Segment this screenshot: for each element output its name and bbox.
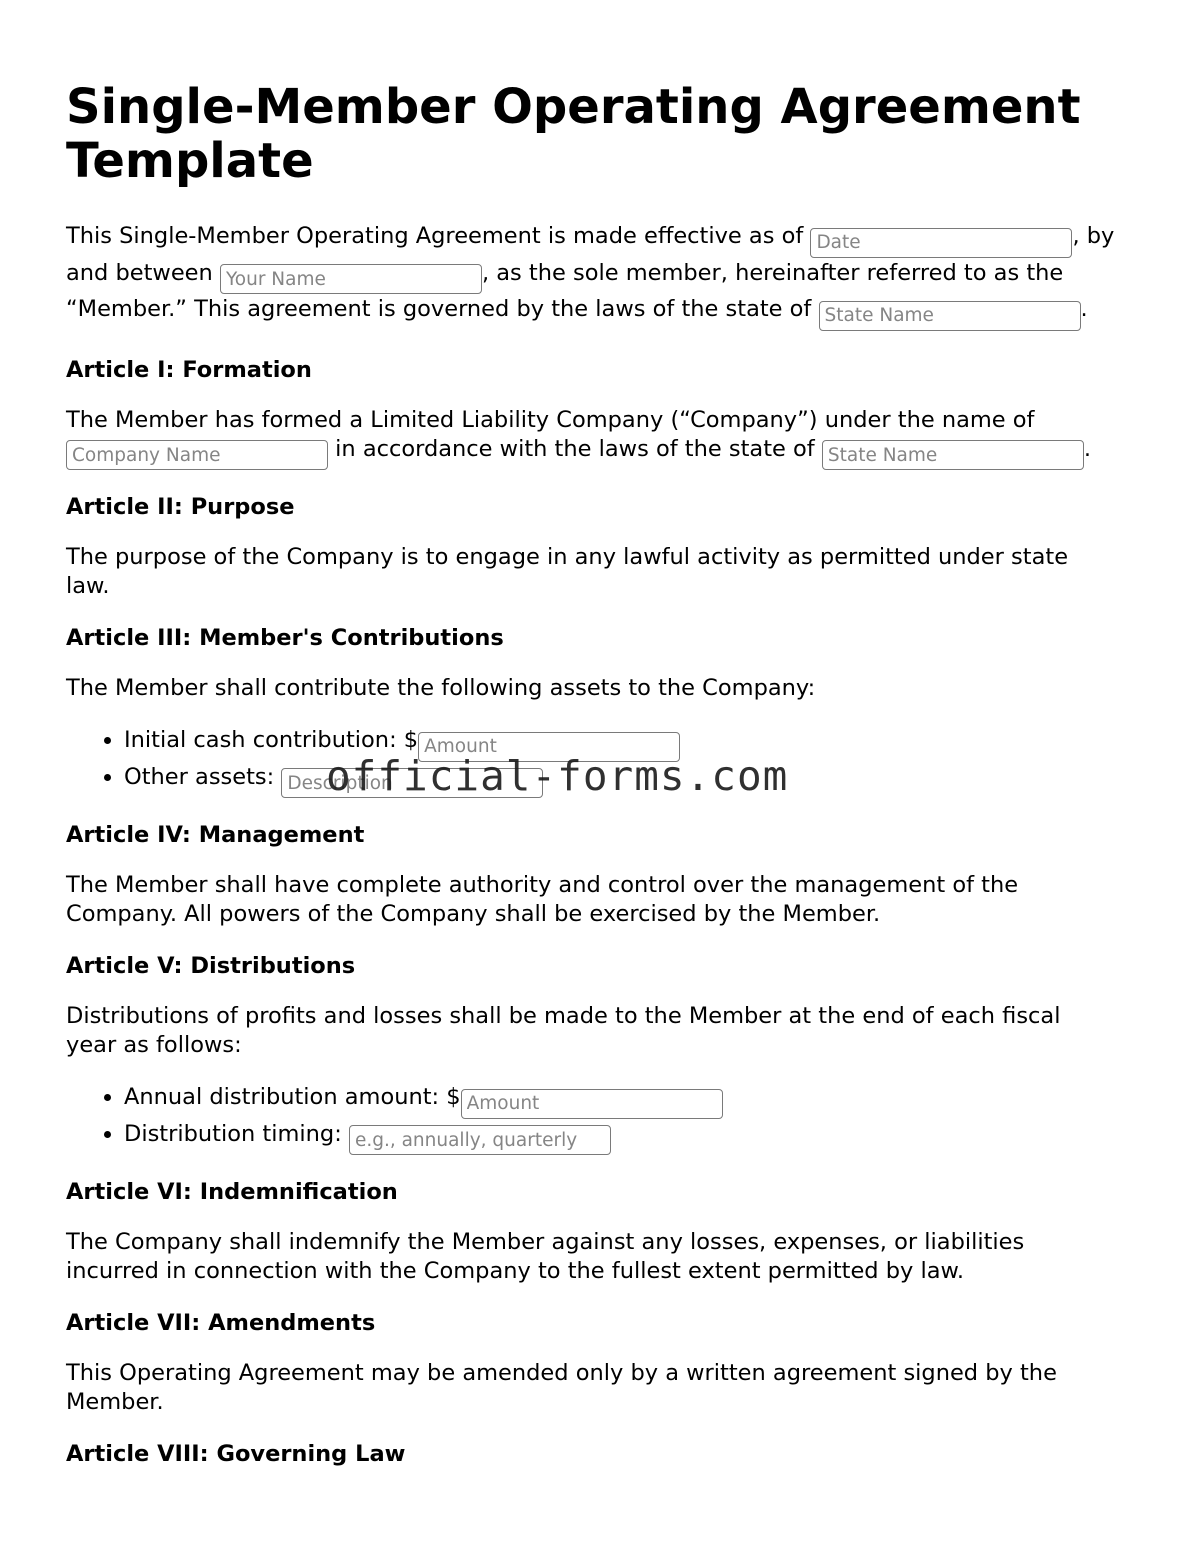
intro-text-1: This Single-Member Operating Agreement is made effective as of [66, 223, 811, 249]
cash-contribution-label: Initial cash contribution: $ [124, 727, 419, 753]
article-3-body: The Member shall contribute the following assets to the Company: [66, 675, 816, 701]
article-7-heading: Article VII: Amendments [66, 1310, 376, 1336]
article-2-heading: Article II: Purpose [66, 494, 295, 520]
annual-distribution-input[interactable] [461, 1089, 723, 1119]
annual-distribution-label: Annual distribution amount: $ [124, 1084, 461, 1110]
distribution-timing-input[interactable] [349, 1125, 611, 1155]
distribution-timing-label: Distribution timing: [124, 1120, 349, 1147]
governing-state-input[interactable] [819, 301, 1081, 331]
list-item [124, 725, 1116, 762]
page-title: Single-Member Operating Agreement Template [66, 79, 1081, 189]
article-1-body [66, 406, 1116, 471]
article-6-body: The Company shall indemnify the Member against any losses, expenses, or liabilities incurred in connection with the Company to the fullest extent permitted by law. [66, 1229, 1025, 1284]
document-page [66, 80, 1116, 1490]
article-1-text-1: The Member has formed a Limited Liability Company (“Company”) under the name of [66, 406, 1035, 433]
list-item [124, 1119, 1116, 1156]
article-7-body: This Operating Agreement may be amended only by a written agreement signed by the Member. [66, 1360, 1057, 1415]
other-assets-label: Other assets: [124, 763, 282, 790]
watermark: official-forms.com [326, 752, 789, 800]
formation-state-input[interactable] [822, 440, 1084, 470]
article-4-body: The Member shall have complete authority and control over the management of the Company. All powers of the Company shall be exercised by the Member. [66, 872, 1019, 927]
member-name-input[interactable] [220, 264, 482, 294]
intro-paragraph [66, 221, 1116, 331]
article-5-body: Distributions of profits and losses shall be made to the Member at the end of each fiscal year as follows: [66, 1003, 1061, 1058]
article-4-heading: Article IV: Management [66, 822, 365, 848]
article-5-heading: Article V: Distributions [66, 953, 356, 979]
article-6-heading: Article VI: Indemnification [66, 1179, 398, 1205]
intro-text-2: , by and between [66, 223, 1115, 286]
effective-date-input[interactable] [810, 228, 1072, 258]
list-item [124, 1082, 1116, 1119]
article-1-text-3: . [1083, 435, 1092, 462]
article-1-heading: Article I: Formation [66, 356, 312, 383]
article-1-text-2: in accordance with the laws of the state of [328, 435, 822, 462]
cash-contribution-input[interactable] [418, 732, 680, 762]
other-assets-input[interactable] [281, 768, 543, 798]
company-name-input[interactable] [66, 440, 328, 470]
intro-text-4: . [1080, 296, 1088, 322]
distributions-list [66, 1082, 1116, 1155]
article-3-heading: Article III: Member's Contributions [66, 625, 504, 651]
article-8-heading: Article VIII: Governing Law [66, 1441, 406, 1467]
list-item [124, 762, 1116, 799]
contributions-list [66, 725, 1116, 798]
intro-text-3: , as the sole member, hereinafter referred to as the “Member.” This agreement is governed by the laws of the state of [66, 259, 1064, 322]
article-2-body: The purpose of the Company is to engage in any lawful activity as permitted under state law. [66, 544, 1069, 599]
